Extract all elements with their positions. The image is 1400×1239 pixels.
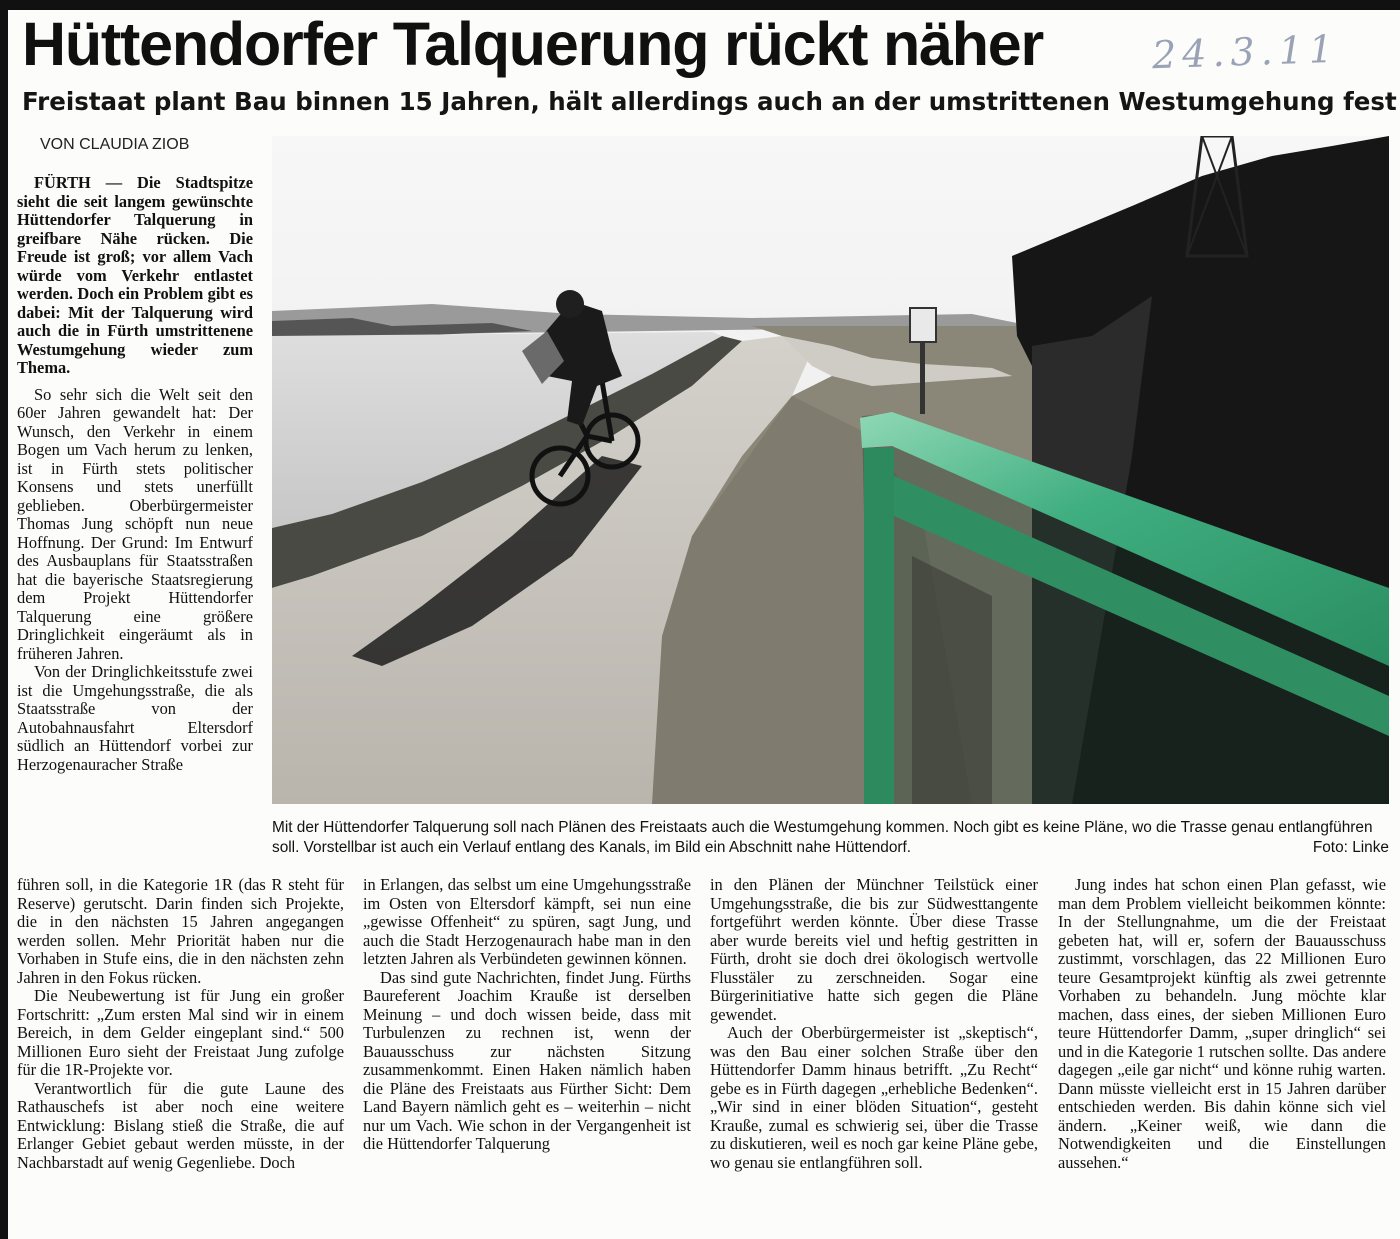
paragraph: führen soll, in die Kategorie 1R (das R steht für Reserve) gerutscht. Darin finden sich Projekte, die in den nächsten 15 Jahren angegangen werden sollen. Mehr Priorität haben nur die Vorhaben in Stufe eins, die in den nächsten zehn Jahren in den Fokus rücken. [17,876,344,987]
dateline: FÜRTH — [34,174,138,192]
paragraph: Jung indes hat schon einen Plan gefasst, wie man dem Problem vielleicht beikommen könnte: In der Stellungnahme, um die der Freistaat gebeten hat, will er, sofern der Bauausschuss zustimmt, vorschlagen, das 22 Millionen Euro teure Gesamtprojekt künftig als zwei getrennte Vorhaben zu behandeln. Jung möchte klar machen, dass eines, der sieben Millionen Euro teure Hüttendorfer Damm, „super dringlich“ sei und in die Kategorie 1 rutschen sollte. Das andere dagegen „eile gar nicht“ und könne ruhig warten. Dann müsste vielleicht erst in 15 Jahren darüber entschieden werden. Bis dahin könne sich viel ändern. „Keiner weiß, wie dann die Notwendigkeiten und die Einstellungen aussehen.“ [1058,876,1386,1172]
paragraph: So sehr sich die Welt seit den 60er Jahren gewandelt hat: Der Wunsch, den Verkehr in einem Bogen um Vach herum zu lenken, ist in Fürth stets politischer Konsens und stets unerfüllt geblieben. Oberbürgermeister Thomas Jung schöpft nun neue Hoffnung. Der Grund: Im Entwurf des Ausbauplans für Staatsstraßen hat die bayerische Staatsregierung dem Projekt Hüttendorfer Talquerung eine größere Dringlichkeit eingeräumt als in früheren Jahren. [17,384,253,663]
photo-caption [272,818,1389,858]
paragraph: Auch der Oberbürgermeister ist „skeptisch“, was den Bau einer solchen Straße über den Hüttendorfer Damm hinaus betrifft. „Zu Recht“ gebe es in Fürth dagegen „erhebliche Bedenken“. „Wir sind in einer blöden Situation“, gesteht Krauße, zumal es schwierig sei, über die Trasse zu diskutieren, weil es noch gar keine Pläne gebe, wo genau sie entlangführen soll. [710,1023,1038,1172]
article-column-1-upper [17,174,253,818]
article-column-2 [363,876,691,1228]
scan-border-left [0,0,8,1239]
lead-text: Die Stadtspitze sieht die seit langem gewünschte Hüttendorfer Talquerung in greifbare Nähe rücken. Die Freude ist groß; vor allem Vach würde vom Verkehr entlastet werden. Doch ein Problem gibt es dabei: Mit der Talquerung wird auch die in Fürth umstrittenene Westumgehung wieder zum Thema. [17,174,253,377]
paragraph: in Erlangen, das selbst um eine Umgehungsstraße im Osten von Eltersdorf kämpft, sei nun eine „gewisse Offenheit“ zu spüren, sagt Jung, und auch die Stadt Herzogenaurach habe man in den letzten Jahren als Verbündeten gewinnen können. [363,876,691,968]
railing-gap [912,556,992,804]
byline: VON CLAUDIA ZIOB [40,136,190,153]
subheadline: Freistaat plant Bau binnen 15 Jahren, hält allerdings auch an der umstrittenen Westumgehung fest [22,87,1397,116]
headline: Hüttendorfer Talquerung rückt näher [22,10,1044,78]
paragraph: Verantwortlich für die gute Laune des Rathauschefs ist aber noch eine weitere Entwicklung: Bislang stieß die Straße, die auf Erlanger Gebiet gebaut werden müsste, in der Nachbarstadt auf wenig Gegenliebe. Doch [17,1078,344,1172]
article-column-1-lower [17,876,344,1228]
handwritten-date: 24.3.11 [1151,26,1340,78]
caption-text: Mit der Hüttendorfer Talquerung soll nach Plänen des Freistaats auch die Westumgehung kommen. Noch gibt es keine Pläne, wo die Trasse genau entlangführen soll. Vorstellbar ist auch ein Verlauf entlang des Kanals, im Bild ein Abschnitt nahe Hüttendorf. [272,819,1373,856]
article-photo [272,136,1389,804]
article-column-3 [710,876,1038,1228]
paragraph: Das sind gute Nachrichten, findet Jung. Fürths Baureferent Joachim Kraußе ist derselben Meinung – und doch wissen beide, dass mit Turbulenzen zu rechnen ist, wenn der Bauausschuss zur nächsten Sitzung zusammenkommt. Einen Haken nämlich haben die Pläne des Freistaats aus Fürther Sicht: Dem Land Bayern nämlich geht es – weiterhin – nicht nur um Vach. Wie schon in der Vergangenheit ist die Hüttendorfer Talquerung [363,967,691,1153]
lead-paragraph [17,174,253,378]
railing-post [864,448,894,804]
paragraph: Von der Dringlichkeitsstufe zwei ist die Umgehungsstraße, die als Staatsstraße von der Autobahnausfahrt Eltersdorf südlich an Hüttendorf vorbei zur Herzogenauracher Straße [17,662,253,774]
road-sign [910,308,936,342]
paragraph: in den Plänen der Münchner Teilstück einer Umgehungsstraße, die bis zur Südwesttangente fortgeführt werden könnte. Über diese Trasse aber wurde bereits viel und heftig gestritten in Fürth, droht sie doch drei ökologisch wertvolle Flusstäler zu zerschneiden. Sogar eine Bürgerinitiative hatte sich gegen die Pläne gewendet. [710,876,1038,1024]
paragraph: Die Neubewertung ist für Jung ein großer Fortschritt: „Zum ersten Mal sind wir in einem Bereich, in dem Gelder eingeplant sind.“ 500 Millionen Euro sieht der Freistaat Jung zufolge für die 1R-Projekte vor. [17,986,344,1079]
photo-credit: Foto: Linke [1312,839,1389,856]
cyclist-head [556,290,584,318]
article-column-4 [1058,876,1386,1228]
